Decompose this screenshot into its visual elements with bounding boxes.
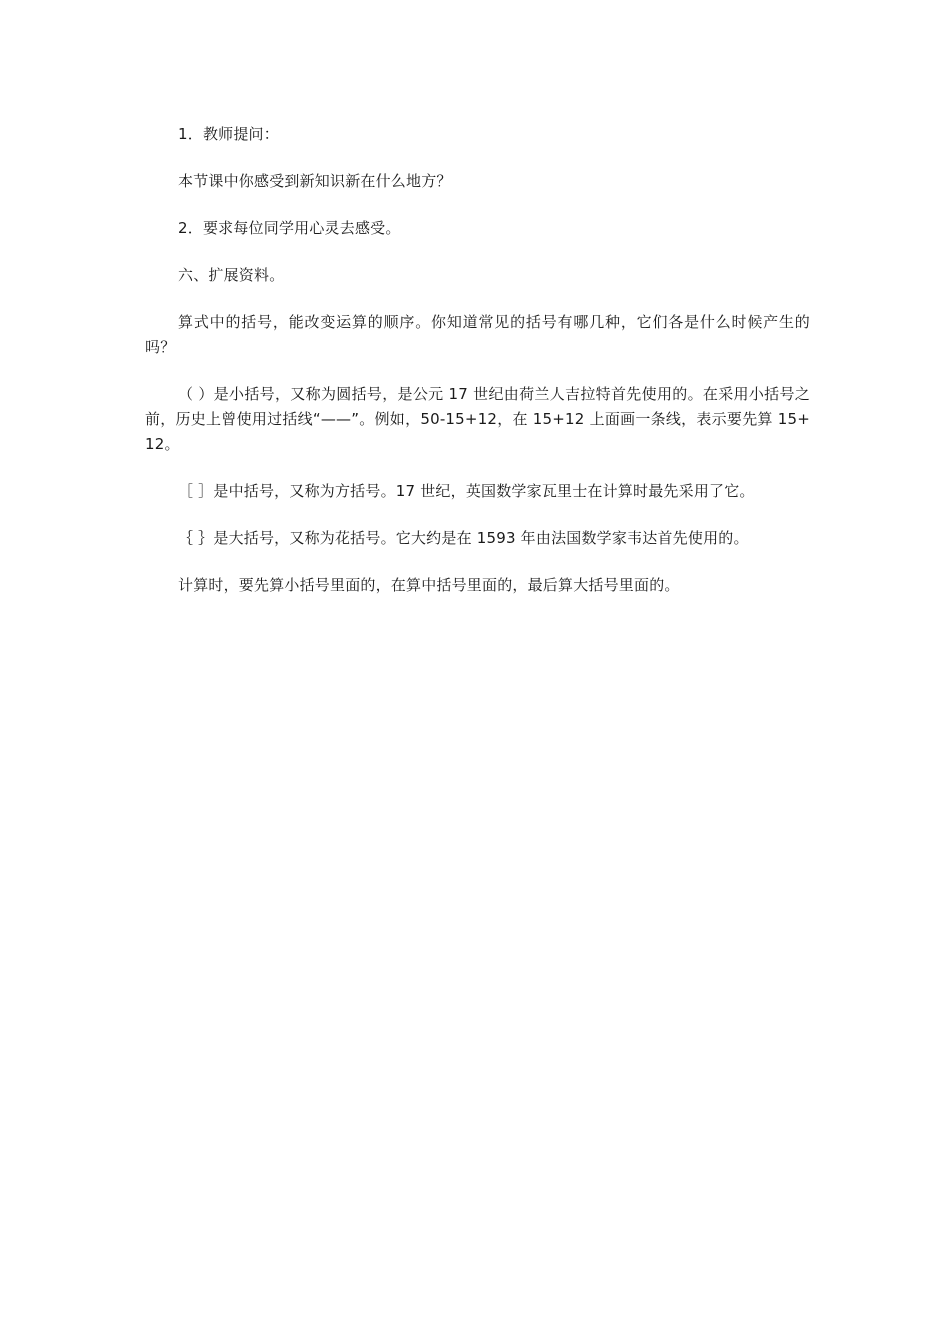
paragraph-brackets-intro: 算式中的括号，能改变运算的顺序。你知道常见的括号有哪几种，它们各是什么时候产生的吗？ [145,313,810,356]
paragraph-curly-braces: ｛ ｝是大括号，又称为花括号。它大约是在 1593 年由法国数学家韦达首先使用的。 [178,529,749,547]
document-body [145,122,810,620]
paragraph-parentheses: （ ）是小括号，又称为圆括号，是公元 17 世纪由荷兰人吉拉特首先使用的。在采用小括号之前，历史上曾使用过括线“——”。例如，50-15+12，在 15+12 上面画一条线，表示要先算 15+12。 [145,385,810,453]
paragraph-question-text: 本节课中你感受到新知识新在什么地方？ [178,172,452,190]
paragraph-teacher-question: 1．教师提问： [178,125,279,143]
paragraph-calculation-order: 计算时，要先算小括号里面的，在算中括号里面的，最后算大括号里面的。 [178,576,680,594]
paragraph-student-requirement: 2．要求每位同学用心灵去感受。 [178,219,401,237]
paragraph-square-brackets: ［ ］是中括号，又称为方括号。17 世纪，英国数学家瓦里士在计算时最先采用了它。 [178,482,755,500]
paragraph-section-heading: 六、扩展资料。 [178,266,285,284]
